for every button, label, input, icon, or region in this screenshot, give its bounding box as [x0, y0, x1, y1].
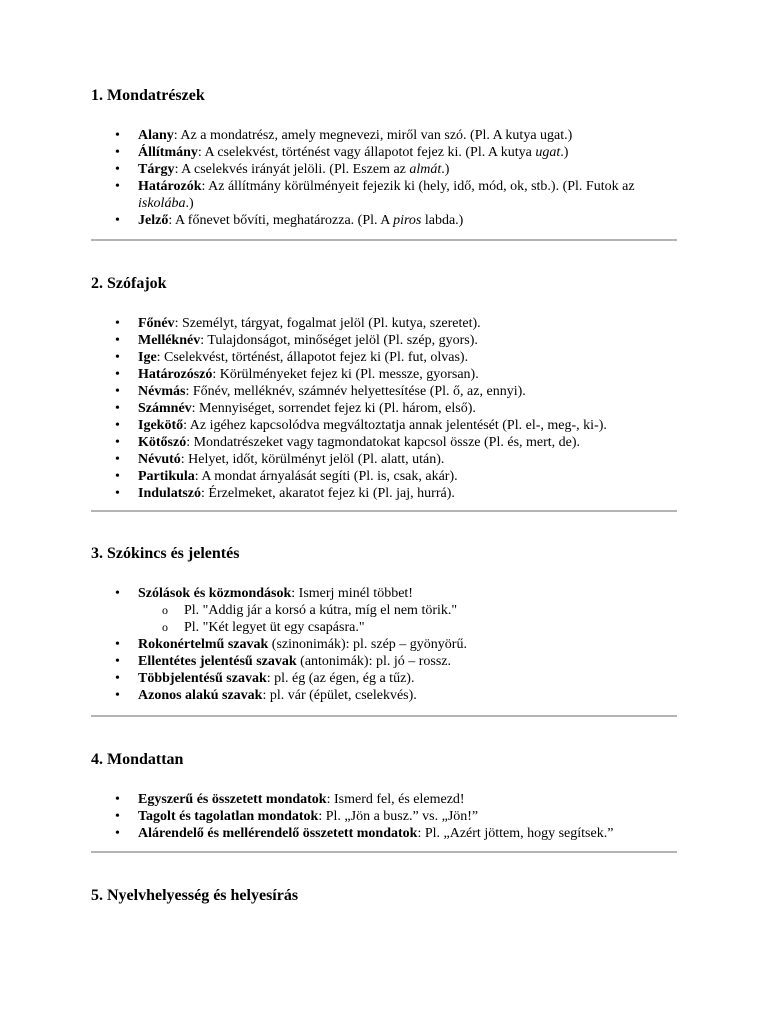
list-item [138, 178, 677, 212]
definition: : Érzelmeket, akaratot fejez ki (Pl. jaj, hurrá). [201, 486, 455, 501]
definition-end: labda.) [421, 213, 464, 228]
term: Névutó [138, 452, 181, 467]
list-item [138, 332, 677, 349]
term: Partikula [138, 469, 195, 484]
horizontal-rule [91, 510, 677, 512]
example-word: ugat [535, 145, 561, 160]
term: Igekötő [138, 418, 184, 433]
list-item [138, 825, 677, 842]
section-heading: 1. Mondatrészek [91, 87, 205, 104]
list-item [138, 670, 677, 687]
definition: : A cselekvés irányát jelöli. (Pl. Eszem az [174, 162, 410, 177]
definition: : A főnevet bővíti, meghatározza. (Pl. A [168, 213, 394, 228]
term: Határozók [138, 179, 202, 194]
definition: : Körülményeket fejez ki (Pl. messze, gyorsan). [212, 367, 479, 382]
example-word: almát [409, 162, 442, 177]
example-word: piros [393, 213, 422, 228]
definition: : Az igéhez kapcsolódva megváltoztatja annak jelentését (Pl. el-, meg-, ki-). [183, 418, 607, 433]
list-item [138, 127, 677, 144]
term: Tárgy [138, 162, 175, 177]
list-item [138, 400, 677, 417]
term: Számnév [138, 401, 192, 416]
horizontal-rule [91, 239, 677, 241]
term: Egyszerű és összetett mondatok [138, 792, 327, 807]
definition: : Az a mondatrész, amely megnevezi, miről van szó. (Pl. A kutya ugat.) [173, 128, 573, 143]
section-mondatreszek [91, 87, 677, 229]
definition: (antonimák): pl. jó – rossz. [296, 654, 452, 669]
definition: : Mennyiséget, sorrendet fejez ki (Pl. három, első). [191, 401, 476, 416]
definition: : Főnév, melléknév, számnév helyettesítése (Pl. ő, az, ennyi). [185, 384, 526, 399]
list-item [138, 366, 677, 383]
bullet-list [91, 585, 677, 704]
definition: : Helyet, időt, körülményt jelöl (Pl. alatt, után). [180, 452, 445, 467]
definition: : Az állítmány körülményeit fejezik ki (hely, idő, mód, ok, stb.). (Pl. Futok az [201, 179, 635, 194]
term: Ellentétes jelentésű szavak [138, 654, 297, 669]
definition-end: .) [560, 145, 569, 160]
term: Szólások és közmondások [138, 586, 292, 601]
definition: : pl. ég (az égen, ég a tűz). [266, 671, 415, 686]
list-item [138, 315, 677, 332]
term: Alany [138, 128, 174, 143]
section-heading: 5. Nyelvhelyesség és helyesírás [91, 887, 299, 904]
list-item [138, 653, 677, 670]
term: Főnév [138, 316, 175, 331]
sub-list [138, 602, 677, 636]
list-item [138, 161, 677, 178]
term: Tagolt és tagolatlan mondatok [138, 809, 319, 824]
section-heading: 3. Szókincs és jelentés [91, 545, 240, 562]
list-item [138, 468, 677, 485]
bullet-list [91, 315, 677, 502]
definition-end: .) [185, 196, 194, 211]
list-item [138, 451, 677, 468]
term: Ige [138, 350, 157, 365]
definition: : A cselekvést, történést vagy állapotot fejez ki. (Pl. A kutya [197, 145, 536, 160]
list-item [138, 434, 677, 451]
sub-list-item: o Pl. "Addig jár a korsó a kútra, míg el nem törik." [184, 602, 677, 619]
horizontal-rule [91, 851, 677, 853]
list-item [138, 212, 677, 229]
section-mondattan [91, 751, 677, 842]
section-szofajok [91, 275, 677, 502]
definition-end: .) [441, 162, 450, 177]
definition: : pl. vár (épület, cselekvés). [262, 688, 417, 703]
bullet-list [91, 791, 677, 842]
definition: : Tulajdonságot, minőséget jelöl (Pl. szép, gyors). [200, 333, 478, 348]
list-item [138, 585, 677, 636]
definition: : Ismerj minél többet! [291, 586, 413, 601]
definition: : Mondatrészeket vagy tagmondatokat kapcsol össze (Pl. és, mert, de). [186, 435, 581, 450]
term: Névmás [138, 384, 186, 399]
definition: : Cselekvést, történést, állapotot fejez ki (Pl. fut, olvas). [156, 350, 469, 365]
section-nyelvhelyesseg [91, 887, 677, 905]
list-item [138, 417, 677, 434]
horizontal-rule [91, 715, 677, 717]
list-item [138, 636, 677, 653]
section-heading: 2. Szófajok [91, 275, 167, 292]
list-item [138, 383, 677, 400]
list-item [138, 349, 677, 366]
example-word: iskolába [138, 196, 186, 211]
definition: : A mondat árnyalását segíti (Pl. is, csak, akár). [194, 469, 458, 484]
term: Rokonértelmű szavak [138, 637, 269, 652]
list-item [138, 791, 677, 808]
list-item [138, 485, 677, 502]
term: Melléknév [138, 333, 201, 348]
bullet-list [91, 127, 677, 229]
list-item [138, 144, 677, 161]
list-item [138, 687, 677, 704]
definition: : Személyt, tárgyat, fogalmat jelöl (Pl. kutya, szeretet). [174, 316, 481, 331]
term: Azonos alakú szavak [138, 688, 263, 703]
term: Állítmány [138, 145, 198, 160]
definition: : Ismerd fel, és elemezd! [326, 792, 465, 807]
term: Többjelentésű szavak [138, 671, 267, 686]
term: Jelző [138, 213, 169, 228]
section-heading: 4. Mondattan [91, 751, 184, 768]
definition: : Pl. „Jön a busz.” vs. „Jön!” [318, 809, 479, 824]
term: Indulatszó [138, 486, 202, 501]
sub-list-item: o Pl. "Két legyet üt egy csapásra." [184, 619, 677, 636]
definition: (szinonimák): pl. szép – gyönyörű. [268, 637, 467, 652]
section-szokincs [91, 545, 677, 704]
term: Alárendelő és mellérendelő összetett mondatok [138, 826, 418, 841]
list-item [138, 808, 677, 825]
definition: : Pl. „Azért jöttem, hogy segítsek.” [417, 826, 614, 841]
term: Határozószó [138, 367, 213, 382]
term: Kötőszó [138, 435, 187, 450]
